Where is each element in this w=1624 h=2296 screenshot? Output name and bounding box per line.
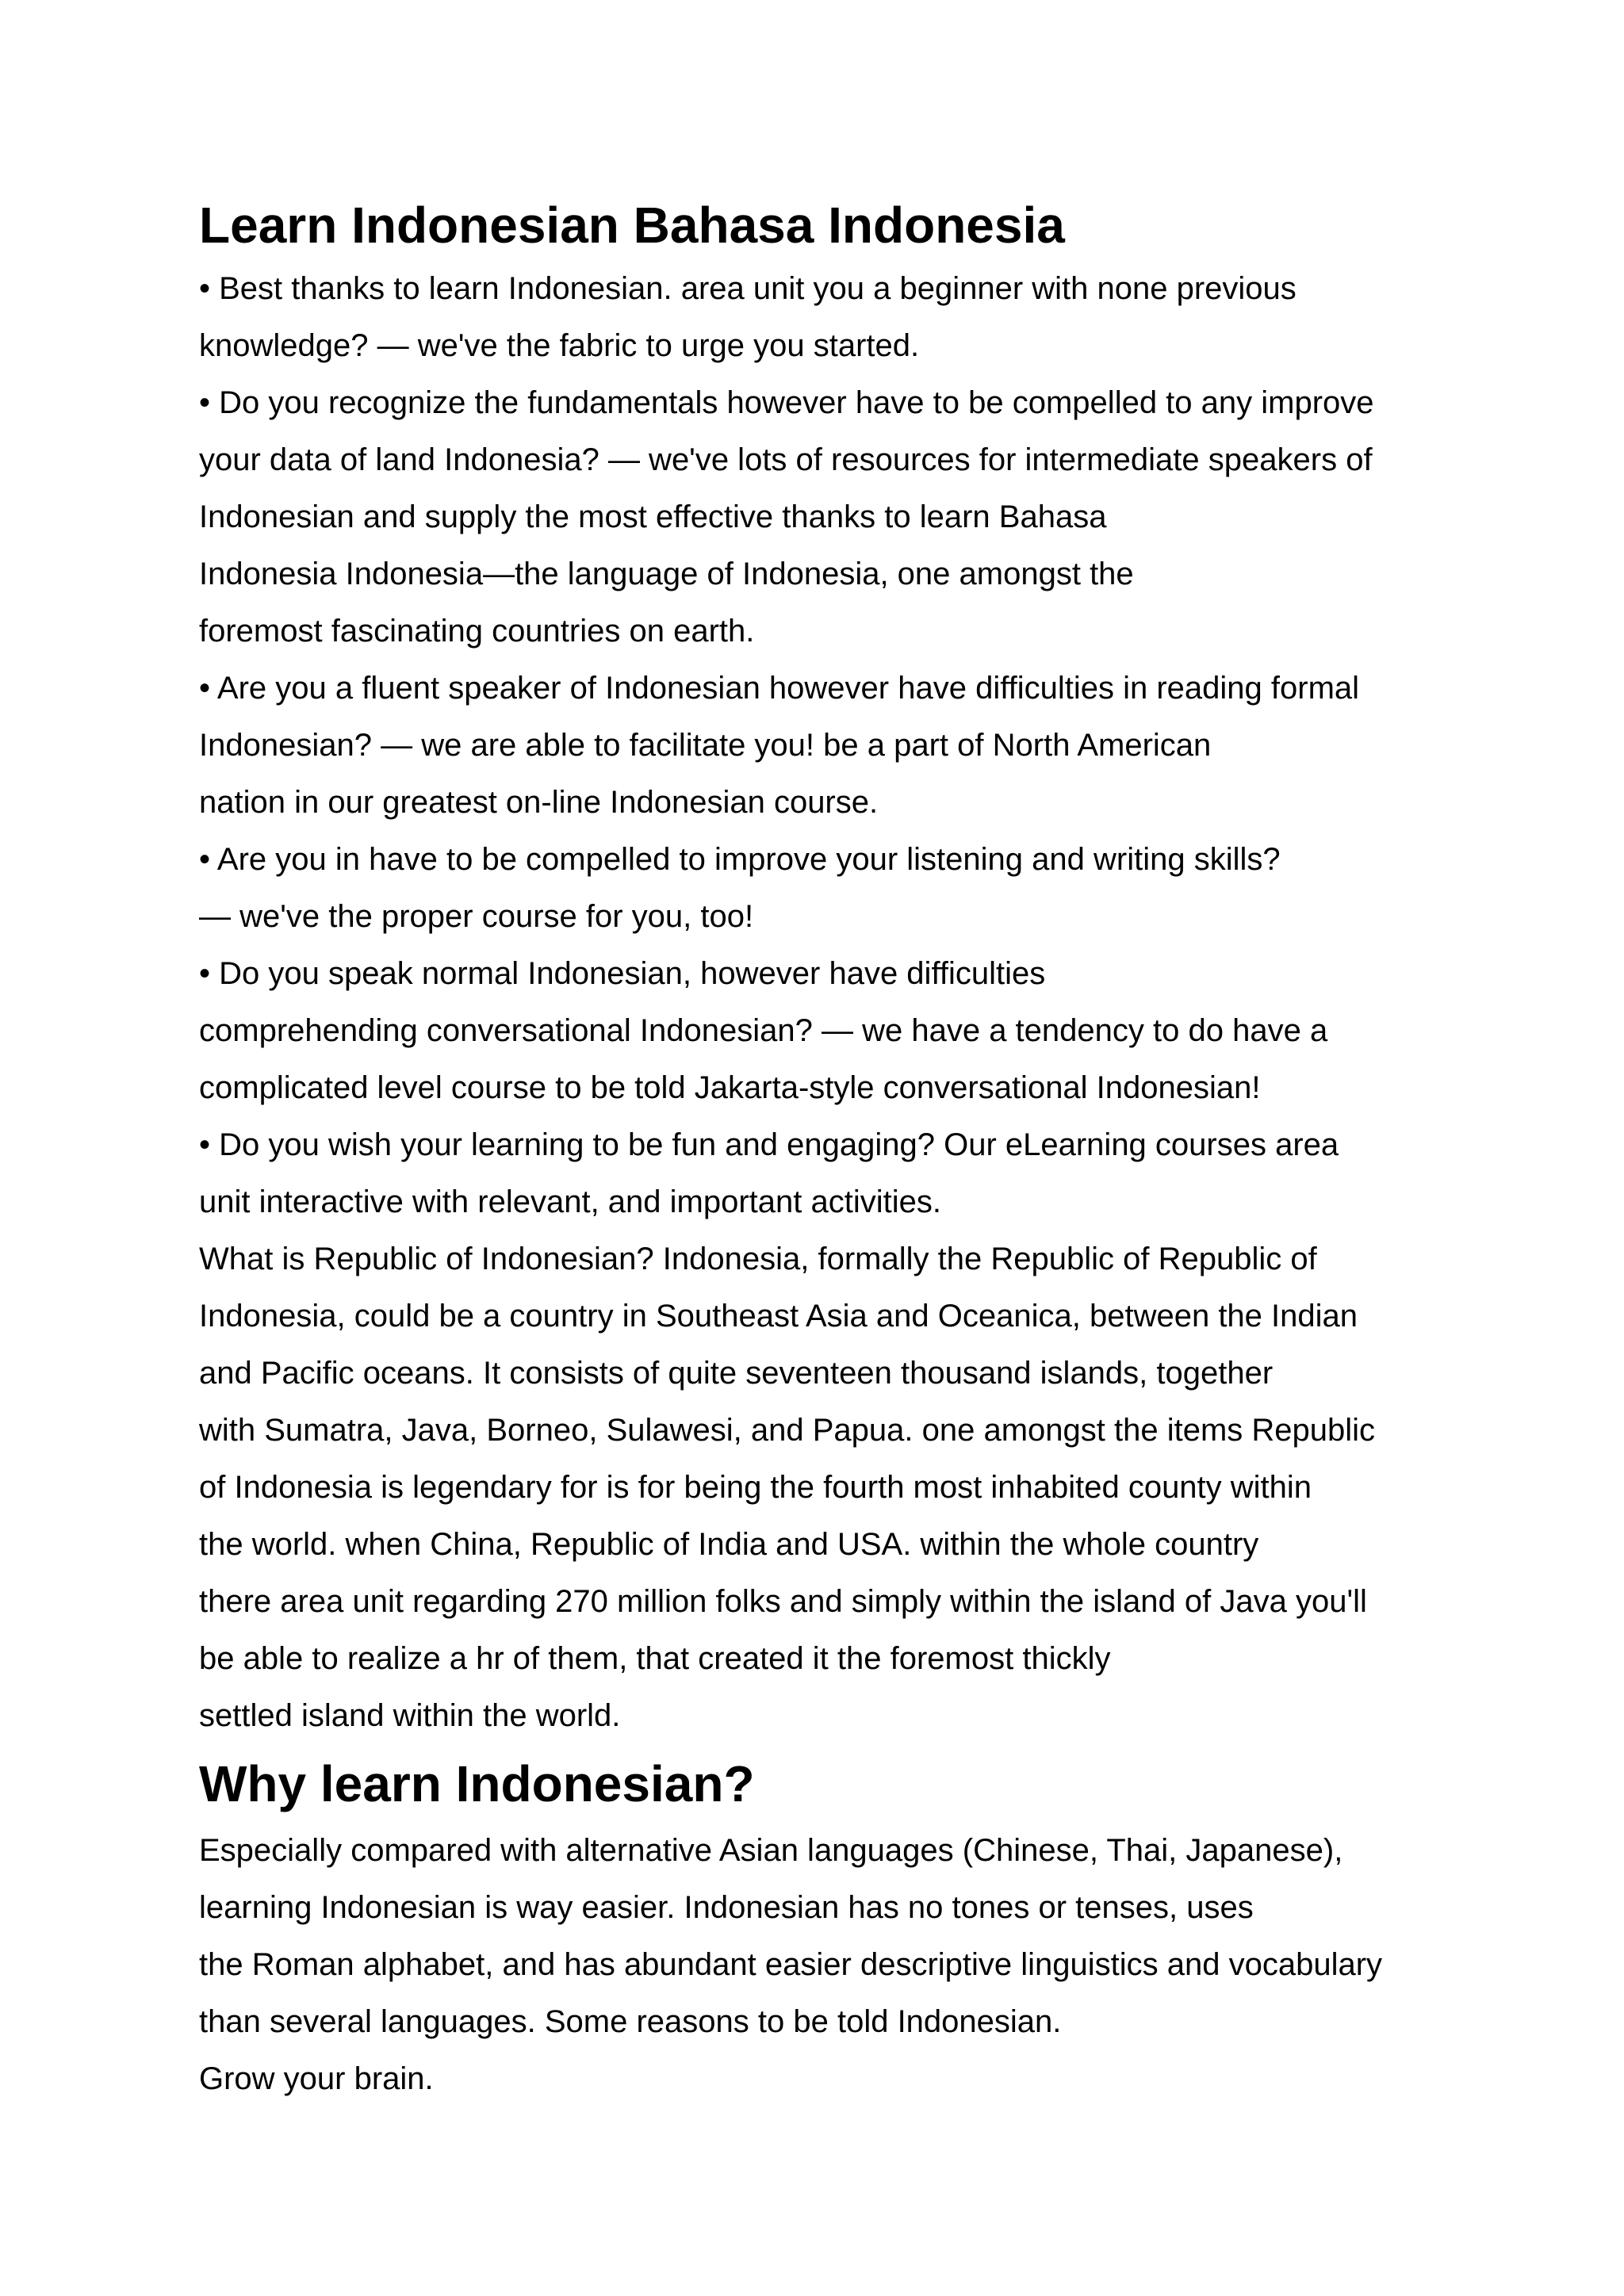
intro-text (199, 260, 1436, 1744)
text-line: • Do you recognize the fundamentals however have to be compelled to any improve (199, 385, 1374, 420)
text-line: Especially compared with alternative Asian languages (Chinese, Thai, Japanese), (199, 1833, 1343, 1868)
text-line: and Pacific oceans. It consists of quite seventeen thousand islands, together (199, 1356, 1274, 1391)
text-line: • Best thanks to learn Indonesian. area unit you a beginner with none previous (199, 271, 1297, 306)
text-line: with Sumatra, Java, Borneo, Sulawesi, and Papua. one amongst the items Republic (199, 1413, 1376, 1448)
text-line: complicated level course to be told Jakarta-style conversational Indonesian! (199, 1070, 1261, 1105)
text-line: of Indonesia is legendary for is for being the fourth most inhabited county within (199, 1470, 1312, 1505)
text-line: knowledge? — we've the fabric to urge you started. (199, 328, 920, 363)
document-page (199, 190, 1436, 2107)
text-line: • Are you in have to be compelled to improve your listening and writing skills? (199, 842, 1281, 877)
text-line: Grow your brain. (199, 2061, 434, 2096)
text-line: your data of land Indonesia? — we've lots of resources for intermediate speakers of (199, 442, 1373, 477)
text-line: learning Indonesian is way easier. Indonesian has no tones or tenses, uses (199, 1890, 1254, 1925)
text-line: be able to realize a hr of them, that created it the foremost thickly (199, 1641, 1111, 1676)
text-line: Indonesia, could be a country in Southeast Asia and Oceanica, between the Indian (199, 1299, 1358, 1334)
text-line: foremost fascinating countries on earth. (199, 614, 755, 649)
text-line: What is Republic of Indonesian? Indonesia, formally the Republic of Republic of (199, 1242, 1317, 1276)
text-line: the world. when China, Republic of India and USA. within the whole country (199, 1527, 1259, 1562)
text-line: Indonesian and supply the most effective thanks to learn Bahasa (199, 499, 1107, 534)
text-line: • Are you a fluent speaker of Indonesian however have difficulties in reading formal (199, 671, 1360, 706)
text-line: nation in our greatest on-line Indonesian course. (199, 785, 879, 820)
text-line: unit interactive with relevant, and important activities. (199, 1184, 941, 1219)
text-line: there area unit regarding 270 million folks and simply within the island of Java you'll (199, 1584, 1367, 1619)
text-line: the Roman alphabet, and has abundant easier descriptive linguistics and vocabulary (199, 1947, 1383, 1982)
text-line: • Do you wish your learning to be fun and engaging? Our eLearning courses area (199, 1127, 1339, 1162)
text-line: • Do you speak normal Indonesian, however have difficulties (199, 956, 1046, 991)
text-line: — we've the proper course for you, too! (199, 899, 754, 934)
page-title: Learn Indonesian Bahasa Indonesia (199, 197, 1065, 254)
text-line: Indonesian? — we are able to facilitate you! be a part of North American (199, 728, 1212, 763)
text-line: Indonesia Indonesia—the language of Indonesia, one amongst the (199, 557, 1134, 591)
section-title: Why learn Indonesian? (199, 1755, 755, 1812)
section-text (199, 1822, 1436, 2107)
text-line: comprehending conversational Indonesian? — we have a tendency to do have a (199, 1013, 1328, 1048)
text-line: than several languages. Some reasons to be told Indonesian. (199, 2004, 1062, 2039)
text-line: settled island within the world. (199, 1698, 621, 1733)
